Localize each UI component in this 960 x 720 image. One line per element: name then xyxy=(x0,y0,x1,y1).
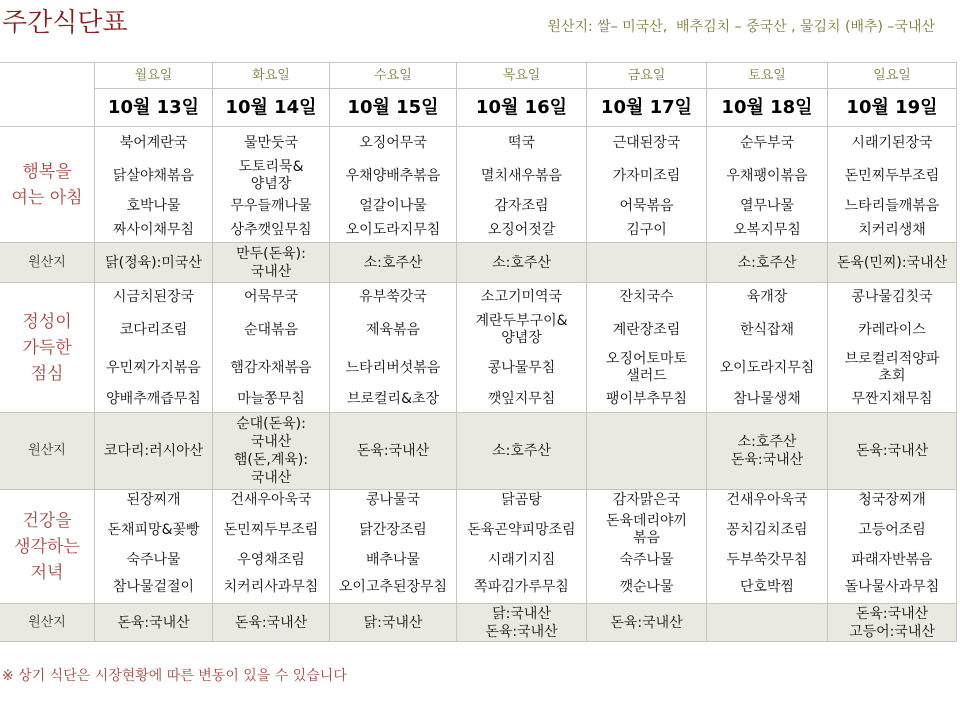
origin-cell-dinner-tue: 돈육:국내산 xyxy=(213,604,330,642)
origin-label-breakfast: 원산지 xyxy=(0,243,95,283)
menu-item: 참나물생채 xyxy=(733,391,801,407)
menu-cell-lunch-sun xyxy=(828,283,957,413)
origin-cell-breakfast-wed: 소:호주산 xyxy=(330,243,457,283)
day-name-wed: 수요일 xyxy=(330,63,457,89)
menu-item: 된장찌개 xyxy=(126,492,181,508)
menu-item: 코다리조림 xyxy=(119,321,188,338)
origin-cell-dinner-thu: 닭:국내산 돈육:국내산 xyxy=(457,604,587,642)
origin-label-dinner: 원산지 xyxy=(0,604,95,642)
menu-item: 물만둣국 xyxy=(243,134,299,151)
menu-item: 돈채피망&꽃빵 xyxy=(107,521,200,538)
menu-item: 숙주나물 xyxy=(126,552,181,568)
menu-item: 오복지무침 xyxy=(733,222,801,238)
menu-item: 돈육데리야끼 볶음 xyxy=(605,513,688,546)
menu-item: 닭살야채볶음 xyxy=(112,167,195,184)
menu-item: 김구이 xyxy=(626,222,667,238)
menu-cell-breakfast-thu xyxy=(457,127,587,243)
menu-item: 상추깻잎무침 xyxy=(230,222,312,238)
menu-cell-dinner-wed xyxy=(330,490,457,604)
menu-item: 소고기미역국 xyxy=(480,288,563,305)
menu-item: 느타리버섯볶음 xyxy=(345,359,441,376)
menu-item: 오징어젓갈 xyxy=(487,222,556,238)
menu-item: 양배추깨즙무침 xyxy=(106,391,201,407)
menu-item: 오이고추된장무침 xyxy=(338,579,448,595)
menu-item: 무짠지채무침 xyxy=(851,391,933,407)
menu-item: 우영채조림 xyxy=(237,552,305,568)
date-sun: 10월 19일 xyxy=(828,89,957,127)
menu-item: 깻잎지무침 xyxy=(487,391,556,407)
day-name-fri: 금요일 xyxy=(587,63,707,89)
menu-item: 감자조림 xyxy=(494,197,549,214)
menu-item: 콩나물무침 xyxy=(487,359,556,376)
menu-item: 건새우아욱국 xyxy=(230,492,312,508)
menu-item: 고등어조림 xyxy=(858,521,926,538)
day-name-mon: 월요일 xyxy=(95,63,213,89)
menu-item: 호박나물 xyxy=(126,197,181,214)
menu-item: 돈민찌두부조림 xyxy=(223,521,319,538)
menu-item: 콩나물김칫국 xyxy=(851,288,933,305)
menu-item: 치커리생채 xyxy=(858,222,926,238)
origin-cell-breakfast-sun: 돈육(민찌):국내산 xyxy=(828,243,957,283)
menu-item: 무우들깨나물 xyxy=(230,197,312,214)
origin-label-lunch: 원산지 xyxy=(0,413,95,490)
menu-item: 우채팽이볶음 xyxy=(726,167,808,184)
menu-item: 숙주나물 xyxy=(619,552,674,568)
menu-item: 어묵볶음 xyxy=(619,197,674,214)
menu-item: 파래자반볶음 xyxy=(851,552,933,568)
menu-item: 잔치국수 xyxy=(619,288,674,305)
menu-item: 우민찌가지볶음 xyxy=(106,359,201,376)
menu-item: 돈육곤약피망조림 xyxy=(467,521,576,538)
menu-item: 단호박찜 xyxy=(739,579,795,595)
menu-item: 감자맑은국 xyxy=(612,492,681,508)
origin-cell-breakfast-sat: 소:호주산 xyxy=(707,243,828,283)
date-thu: 10월 16일 xyxy=(457,89,587,127)
date-tue: 10월 14일 xyxy=(213,89,330,127)
menu-item: 참나물겉절이 xyxy=(112,579,195,595)
menu-cell-lunch-fri xyxy=(587,283,707,413)
menu-item: 배추나물 xyxy=(365,552,421,568)
menu-cell-breakfast-wed xyxy=(330,127,457,243)
menu-cell-breakfast-fri xyxy=(587,127,707,243)
menu-item: 순대볶음 xyxy=(243,321,299,338)
meal-label-breakfast: 행복을 여는 아침 xyxy=(0,127,95,243)
menu-cell-breakfast-mon xyxy=(95,127,213,243)
menu-item: 시래기된장국 xyxy=(851,134,933,151)
menu-item: 건새우아욱국 xyxy=(726,492,808,508)
origin-cell-breakfast-fri xyxy=(587,243,707,283)
origin-cell-lunch-sat: 소:호주산 돈육:국내산 xyxy=(707,413,828,490)
origin-cell-lunch-wed: 돈육:국내산 xyxy=(330,413,457,490)
meal-label-dinner: 건강을 생각하는 저녁 xyxy=(0,490,95,604)
origin-cell-dinner-sat xyxy=(707,604,828,642)
menu-item: 브로컬리&초장 xyxy=(346,391,440,407)
menu-item: 우채양배추볶음 xyxy=(345,167,441,184)
menu-item: 시금치된장국 xyxy=(112,288,195,305)
origin-cell-breakfast-mon: 닭(정육):미국산 xyxy=(95,243,213,283)
origin-cell-breakfast-tue: 만두(돈육): 국내산 xyxy=(213,243,330,283)
menu-item: 짜사이채무침 xyxy=(112,222,195,238)
day-name-thu: 목요일 xyxy=(457,63,587,89)
weekly-menu-table xyxy=(0,62,957,642)
date-wed: 10월 15일 xyxy=(330,89,457,127)
menu-cell-lunch-mon xyxy=(95,283,213,413)
menu-item: 꽁치김치조림 xyxy=(726,521,808,538)
menu-item: 오징어무국 xyxy=(359,134,427,151)
origin-note: 원산지: 쌀– 미국산, 배추김치 – 중국산 , 물김치 (배추) –국내산 xyxy=(547,19,935,35)
menu-item: 얼갈이나물 xyxy=(359,197,427,214)
menu-cell-dinner-sat xyxy=(707,490,828,604)
menu-item: 마늘쫑무침 xyxy=(237,391,305,407)
menu-item: 도토리묵& 양념장 xyxy=(238,159,304,192)
menu-item: 육개장 xyxy=(746,288,788,305)
menu-cell-dinner-tue xyxy=(213,490,330,604)
menu-item: 청국장찌개 xyxy=(858,492,926,508)
menu-item: 팽이부추무침 xyxy=(605,391,688,407)
menu-item: 두부쑥갓무침 xyxy=(726,552,808,568)
day-name-sun: 일요일 xyxy=(828,63,957,89)
menu-item: 열무나물 xyxy=(739,197,795,214)
header-corner xyxy=(0,63,95,127)
menu-item: 브로컬리적양파 초회 xyxy=(844,351,940,384)
menu-item: 오징어토마토 샐러드 xyxy=(605,351,688,384)
menu-cell-breakfast-sun xyxy=(828,127,957,243)
menu-cell-dinner-mon xyxy=(95,490,213,604)
menu-item: 가자미조림 xyxy=(612,167,681,184)
menu-item: 돌나물사과무침 xyxy=(844,579,940,595)
footer-note: ※ 상기 식단은 시장현황에 따른 변동이 있을 수 있습니다 xyxy=(2,668,347,684)
menu-item: 카레라이스 xyxy=(858,321,926,338)
menu-item: 근대된장국 xyxy=(612,134,681,151)
menu-cell-lunch-sat xyxy=(707,283,828,413)
menu-item: 북어계란국 xyxy=(119,134,188,151)
origin-cell-dinner-fri: 돈육:국내산 xyxy=(587,604,707,642)
menu-item: 돈민찌두부조림 xyxy=(844,167,940,184)
menu-cell-dinner-thu xyxy=(457,490,587,604)
origin-cell-lunch-thu: 소:호주산 xyxy=(457,413,587,490)
day-name-tue: 화요일 xyxy=(213,63,330,89)
menu-cell-breakfast-sat xyxy=(707,127,828,243)
date-mon: 10월 13일 xyxy=(95,89,213,127)
menu-item: 느타리들깨볶음 xyxy=(844,197,940,214)
date-sat: 10월 18일 xyxy=(707,89,828,127)
menu-item: 떡국 xyxy=(507,134,536,151)
menu-item: 오이도라지무침 xyxy=(345,222,441,238)
menu-cell-lunch-thu xyxy=(457,283,587,413)
origin-cell-lunch-fri xyxy=(587,413,707,490)
menu-item: 닭곰탕 xyxy=(501,492,542,508)
menu-item: 계란두부구이& 양념장 xyxy=(475,313,568,346)
menu-item: 순두부국 xyxy=(739,134,795,151)
origin-cell-dinner-mon: 돈육:국내산 xyxy=(95,604,213,642)
menu-item: 한식잡채 xyxy=(739,321,795,338)
menu-item: 콩나물국 xyxy=(365,492,421,508)
date-fri: 10월 17일 xyxy=(587,89,707,127)
menu-cell-lunch-wed xyxy=(330,283,457,413)
meal-label-lunch: 정성이 가득한 점심 xyxy=(0,283,95,413)
menu-item: 제육볶음 xyxy=(365,321,421,338)
menu-cell-dinner-fri xyxy=(587,490,707,604)
menu-item: 멸치새우볶음 xyxy=(480,167,563,184)
menu-cell-lunch-tue xyxy=(213,283,330,413)
page-title: 주간식단표 xyxy=(2,8,128,38)
origin-cell-dinner-wed: 닭:국내산 xyxy=(330,604,457,642)
menu-cell-dinner-sun xyxy=(828,490,957,604)
origin-cell-lunch-mon: 코다리:러시아산 xyxy=(95,413,213,490)
menu-item: 햄감자채볶음 xyxy=(230,359,312,376)
menu-item: 쪽파김가루무침 xyxy=(474,579,569,595)
origin-cell-dinner-sun: 돈육:국내산 고등어:국내산 xyxy=(828,604,957,642)
menu-item: 닭간장조림 xyxy=(359,521,427,538)
menu-item: 어묵무국 xyxy=(243,288,299,305)
menu-item: 시래기지짐 xyxy=(487,552,556,568)
menu-cell-breakfast-tue xyxy=(213,127,330,243)
origin-cell-breakfast-thu: 소:호주산 xyxy=(457,243,587,283)
day-name-sat: 토요일 xyxy=(707,63,828,89)
origin-cell-lunch-tue: 순대(돈육): 국내산 햄(돈,계육): 국내산 xyxy=(213,413,330,490)
menu-item: 깻순나물 xyxy=(619,579,674,595)
menu-item: 계란장조림 xyxy=(612,321,681,338)
menu-item: 유부쑥갓국 xyxy=(359,288,427,305)
menu-item: 치커리사과무침 xyxy=(223,579,319,595)
origin-cell-lunch-sun: 돈육:국내산 xyxy=(828,413,957,490)
menu-item: 오이도라지무침 xyxy=(719,359,815,376)
